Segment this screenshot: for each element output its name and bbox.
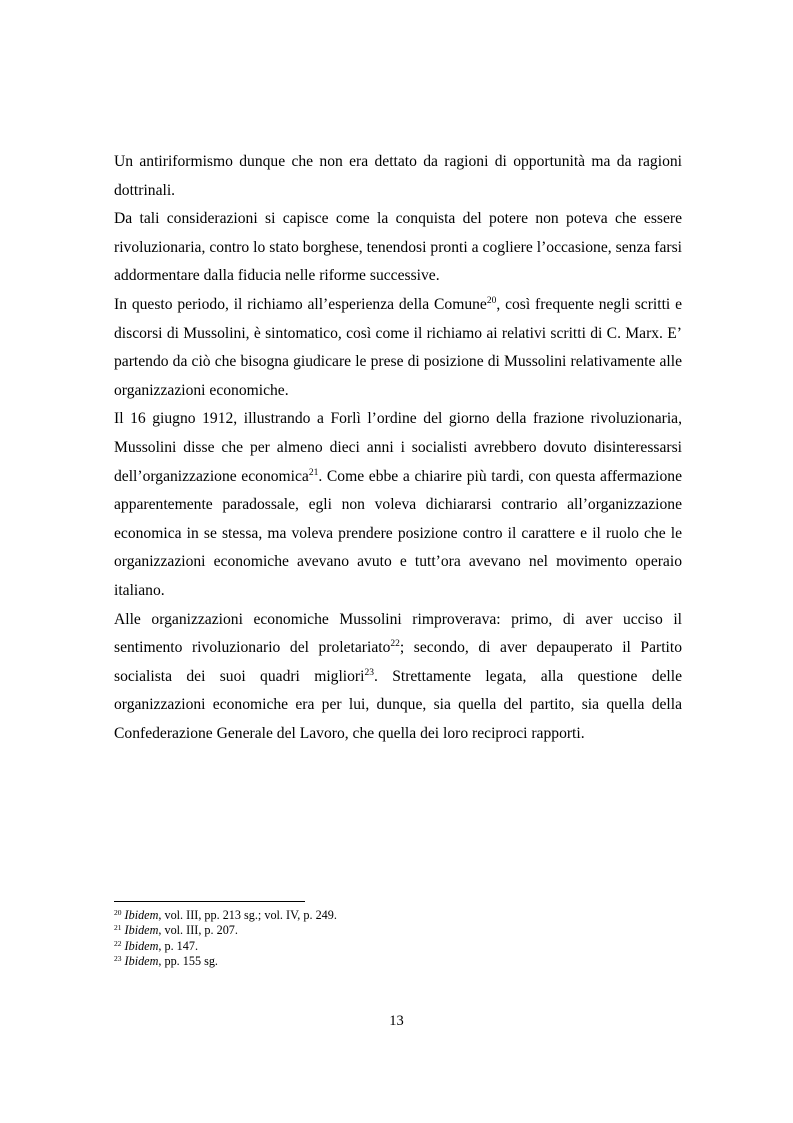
paragraph-text: . Strettamente legata, alla questione delle organizzazioni economiche era per lui, dunque, sia quella del partito, sia quella della Confederazione Generale del Lavoro, che quella dei loro reciproci rapporti. (114, 667, 683, 742)
paragraph (114, 291, 682, 405)
footnote-source: Ibidem (124, 954, 159, 969)
paragraph-text: Da tali considerazioni si capisce come la conquista del potere non poteva che essere rivoluzionaria, contro lo stato borghese, tenendosi pronti a cogliere l’occasione, senza farsi addormentare dalla fiducia nelle riforme successive. (114, 210, 682, 285)
footnote-23 (114, 954, 682, 969)
footnote-text: , vol. III, p. 207. (158, 923, 238, 938)
paragraph-text: Il 16 giugno 1912, illustrando a Forlì l’ordine del giorno della frazione rivoluzionaria, Mussolini disse che per almeno dieci anni i socialisti avrebbero dovuto disinteressarsi dell’organizzazione economica (114, 410, 682, 485)
paragraph-text: Alle organizzazioni economiche Mussolini rimproverava: primo, di aver ucciso il sentimento rivoluzionario del proletariato (114, 610, 682, 657)
footnote-source: Ibidem (124, 908, 159, 922)
paragraph-text: In questo periodo, il richiamo all’esperienza della Comune (114, 295, 487, 313)
footnotes (114, 908, 682, 970)
body-text (114, 148, 682, 748)
footnote-text: , p. 147. (158, 938, 198, 953)
paragraph (114, 606, 682, 749)
footnote-ref-22[interactable]: 22 (390, 639, 400, 650)
paragraph (114, 148, 682, 205)
page-number: 13 (389, 1013, 404, 1029)
footnote-source: Ibidem (124, 938, 159, 953)
footnote-number: 23 (114, 954, 122, 964)
footnote-ref-21[interactable]: 21 (308, 467, 319, 478)
footnote-number: 22 (114, 938, 122, 948)
footnote-source: Ibidem (124, 923, 159, 938)
footnote-number: 20 (114, 908, 122, 917)
paragraph-text: , così frequente negli scritti e discorsi di Mussolini, è sintomatico, così come il richiamo ai relativi scritti di C. Marx. E’ partendo da ciò che bisogna giudicare le prese di posizione di Mussolini relativamente alle organizzazioni economiche. (114, 295, 682, 399)
paragraph (114, 405, 682, 605)
footnote-ref-20[interactable]: 20 (486, 295, 497, 306)
footnote-text: , pp. 155 sg. (158, 954, 218, 969)
footnote-number: 21 (114, 923, 122, 933)
footnote-separator (114, 901, 305, 902)
paragraph-text: Un antiriformismo dunque che non era dettato da ragioni di opportunità ma da ragioni dottrinali. (114, 153, 682, 199)
footnote-20 (114, 908, 682, 923)
footnote-22 (114, 939, 682, 954)
paragraph-text: ; secondo, di aver depauperato il Partito socialista dei suoi quadri migliori (114, 639, 683, 685)
footnote-text: , vol. III, pp. 213 sg.; vol. IV, p. 249. (158, 908, 337, 922)
footnote-ref-23[interactable]: 23 (364, 667, 374, 678)
footnote-21 (114, 923, 682, 938)
paragraph-text: . Come ebbe a chiarire più tardi, con questa affermazione apparentemente paradossale, egli non voleva dichiararsi contrario all’organizzazione economica in se stessa, ma voleva prendere posizione contro il carattere e il ruolo che le organizzazioni economiche avevano avuto e tutt’ora avevano nel movimento operaio italiano. (114, 467, 682, 599)
paragraph (114, 205, 682, 291)
